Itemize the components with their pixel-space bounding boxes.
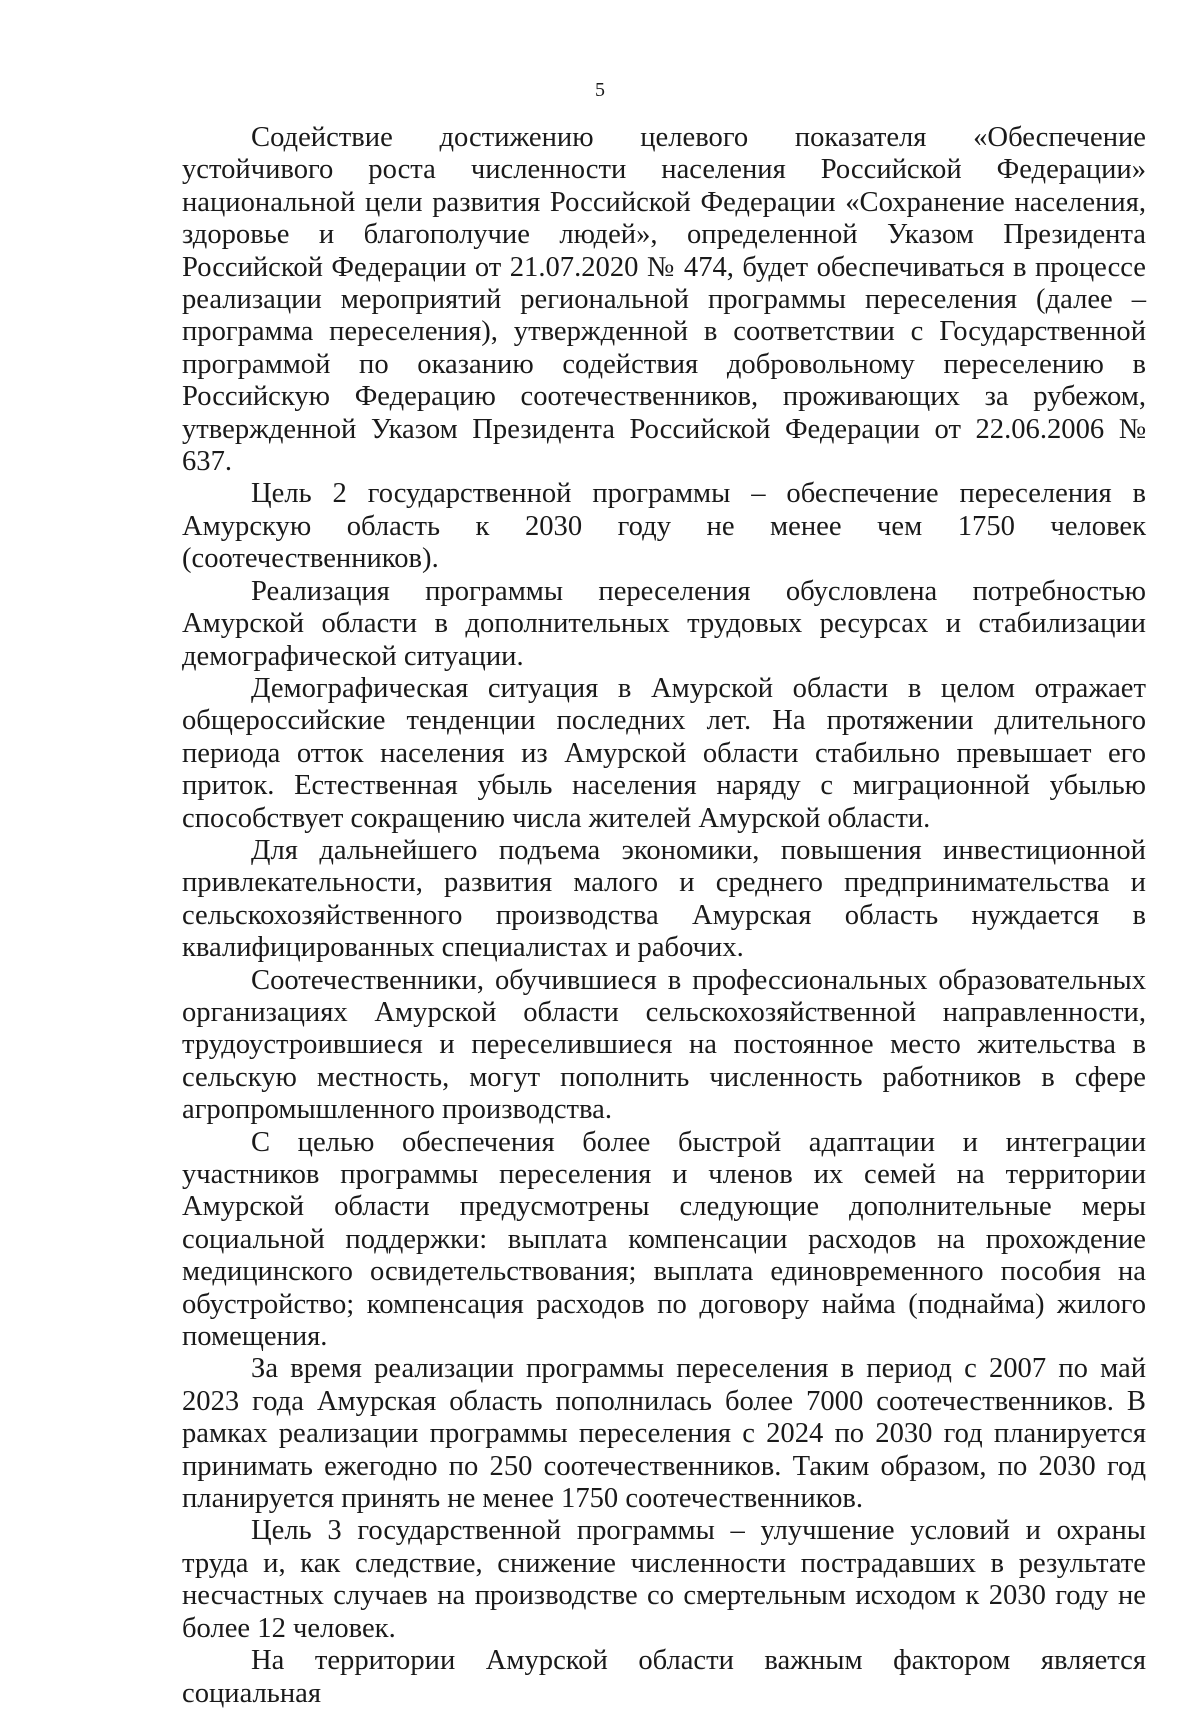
- paragraph-program-results: За время реализации программы переселения в период с 2007 по май 2023 года Амурская область пополнилась более 7000 соотечественников. В рамках реализации программы переселения с 2024 по 2030 год планируется принимать ежегодно по 250 соотечественников. Таким образом, по 2030 год планируется принять не менее 1750 соотечественников.: [182, 1353, 1146, 1515]
- paragraph-goal-2: Цель 2 государственной программы – обеспечение переселения в Амурскую область к 2030 году не менее чем 1750 человек (соотечественников).: [182, 478, 1146, 575]
- paragraph-goal-3: Цель 3 государственной программы – улучшение условий и охраны труда и, как следствие, снижение численности пострадавших в результате несчастных случаев на производстве со смертельным исходом к 2030 году не более 12 человек.: [182, 1515, 1146, 1644]
- page-number: 5: [595, 79, 605, 101]
- paragraph-support-measures: С целью обеспечения более быстрой адаптации и интеграции участников программы переселения и членов их семей на территории Амурской области предусмотрены следующие дополнительные меры социальной поддержки: выплата компенсации расходов на прохождение медицинского освидетельствования; выплата единовременного пособия на обустройство; компенсация расходов по договору найма (поднайма) жилого помещения.: [182, 1126, 1146, 1353]
- paragraph-target-indicator: Содействие достижению целевого показателя «Обеспечение устойчивого роста численности населения Российской Федерации» национальной цели развития Российской Федерации «Сохранение населения, здоровье и благополучие людей», определенной Указом Президента Российской Федерации от 21.07.2020 № 474, будет обеспечиваться в процессе реализации мероприятий региональной программы переселения (далее – программа переселения), утвержденной в соответствии с Государственной программой по оказанию содействия добровольному переселению в Российскую Федерацию соотечественников, проживающих за рубежом, утвержденной Указом Президента Российской Федерации от 22.06.2006 № 637.: [182, 122, 1146, 478]
- paragraph-continuation: На территории Амурской области важным фактором является социальная: [182, 1645, 1146, 1709]
- paragraph-compatriots-agro: Соотечественники, обучившиеся в профессиональных образовательных организациях Амурской области сельскохозяйственной направленности, трудоустроившиеся и переселившиеся на постоянное место жительства в сельскую местность, могут пополнить численность работников в сфере агропромышленного производства.: [182, 964, 1146, 1126]
- paragraph-program-rationale: Реализация программы переселения обусловлена потребностью Амурской области в дополнительных трудовых ресурсах и стабилизации демографической ситуации.: [182, 575, 1146, 672]
- paragraph-demographic-situation: Демографическая ситуация в Амурской области в целом отражает общероссийские тенденции последних лет. На протяжении длительного периода отток населения из Амурской области стабильно превышает его приток. Естественная убыль населения наряду с миграционной убылью способствует сокращению числа жителей Амурской области.: [182, 672, 1146, 834]
- document-body: [182, 122, 1146, 1710]
- paragraph-economy-needs: Для дальнейшего подъема экономики, повышения инвестиционной привлекательности, развития малого и среднего предпринимательства и сельскохозяйственного производства Амурская область нуждается в квалифицированных специалистах и рабочих.: [182, 834, 1146, 964]
